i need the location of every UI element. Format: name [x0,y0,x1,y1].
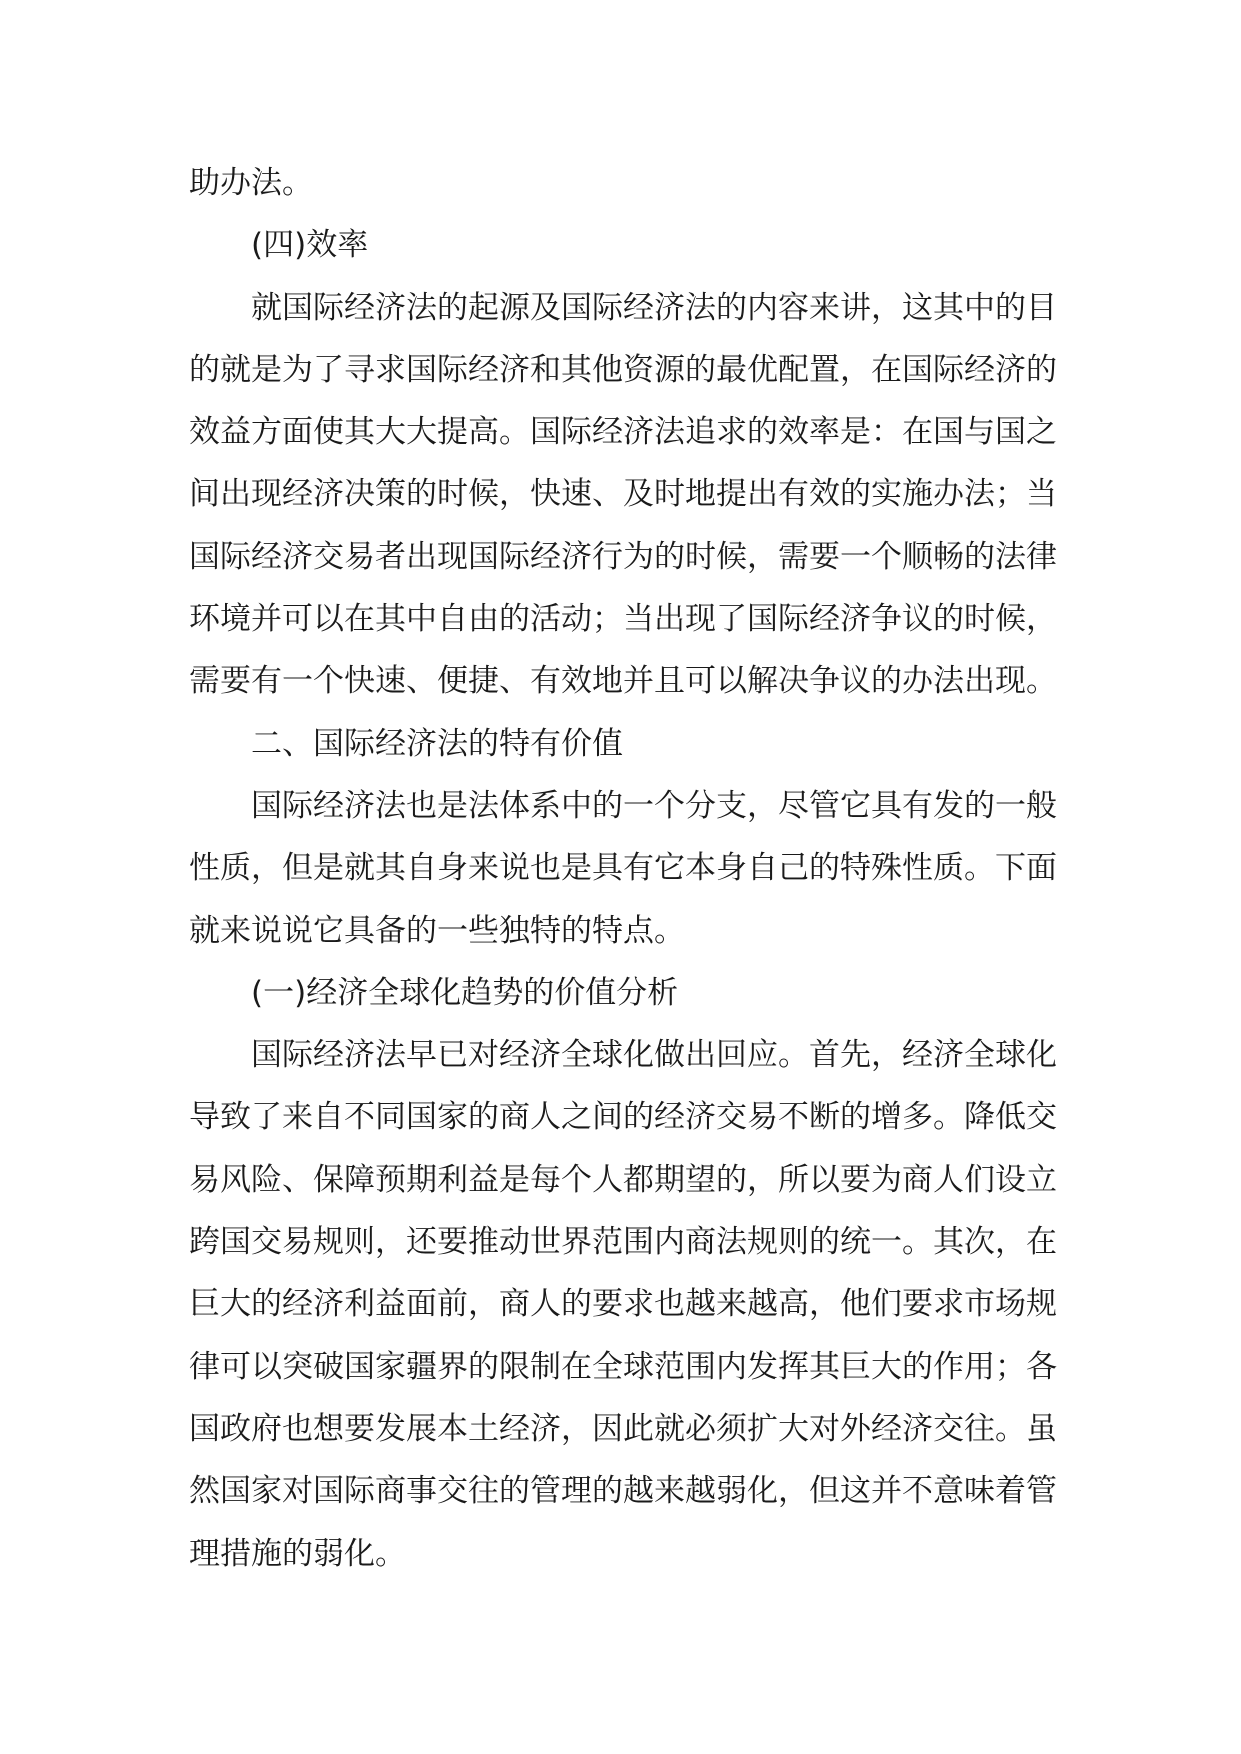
paragraph-special-value: 国际经济法也是法体系中的一个分支，尽管它具有发的一般性质，但是就其自身来说也是具有它本身自己的特殊性质。下面就来说说它具备的一些独特的特点。 [189,787,1057,949]
section-heading-globalization: (一)经济全球化趋势的价值分析 [251,974,679,1011]
document-body [189,152,1057,1585]
section-heading-special-value: 二、国际经济法的特有价值 [251,725,623,762]
paragraph-globalization: 国际经济法早已对经济全球化做出回应。首先，经济全球化导致了来自不同国家的商人之间的经济交易不断的增多。降低交易风险、保障预期利益是每个人都期望的，所以要为商人们设立跨国交易规则，还要推动世界范围内商法规则的统一。其次，在巨大的经济利益面前，商人的要求也越来越高，他们要求市场规律可以突破国家疆界的限制在全球范围内发挥其巨大的作用；各国政府也想要发展本土经济，因此就必须扩大对外经济交往。虽然国家对国际商事交往的管理的越来越弱化，但这并不意味着管理措施的弱化。 [189,1037,1057,1572]
paragraph-efficiency: 就国际经济法的起源及国际经济法的内容来讲，这其中的目的就是为了寻求国际经济和其他资源的最优配置，在国际经济的效益方面使其大大提高。国际经济法追求的效率是：在国与国之间出现经济决策的时候，快速、及时地提出有效的实施办法；当国际经济交易者出现国际经济行为的时候，需要一个顺畅的法律环境并可以在其中自由的活动；当出现了国际经济争议的时候，需要有一个快速、便捷、有效地并且可以解决争议的办法出现。 [189,289,1057,700]
section-heading-efficiency: (四)效率 [251,227,369,264]
paragraph-continuation: 助办法。 [189,165,313,201]
